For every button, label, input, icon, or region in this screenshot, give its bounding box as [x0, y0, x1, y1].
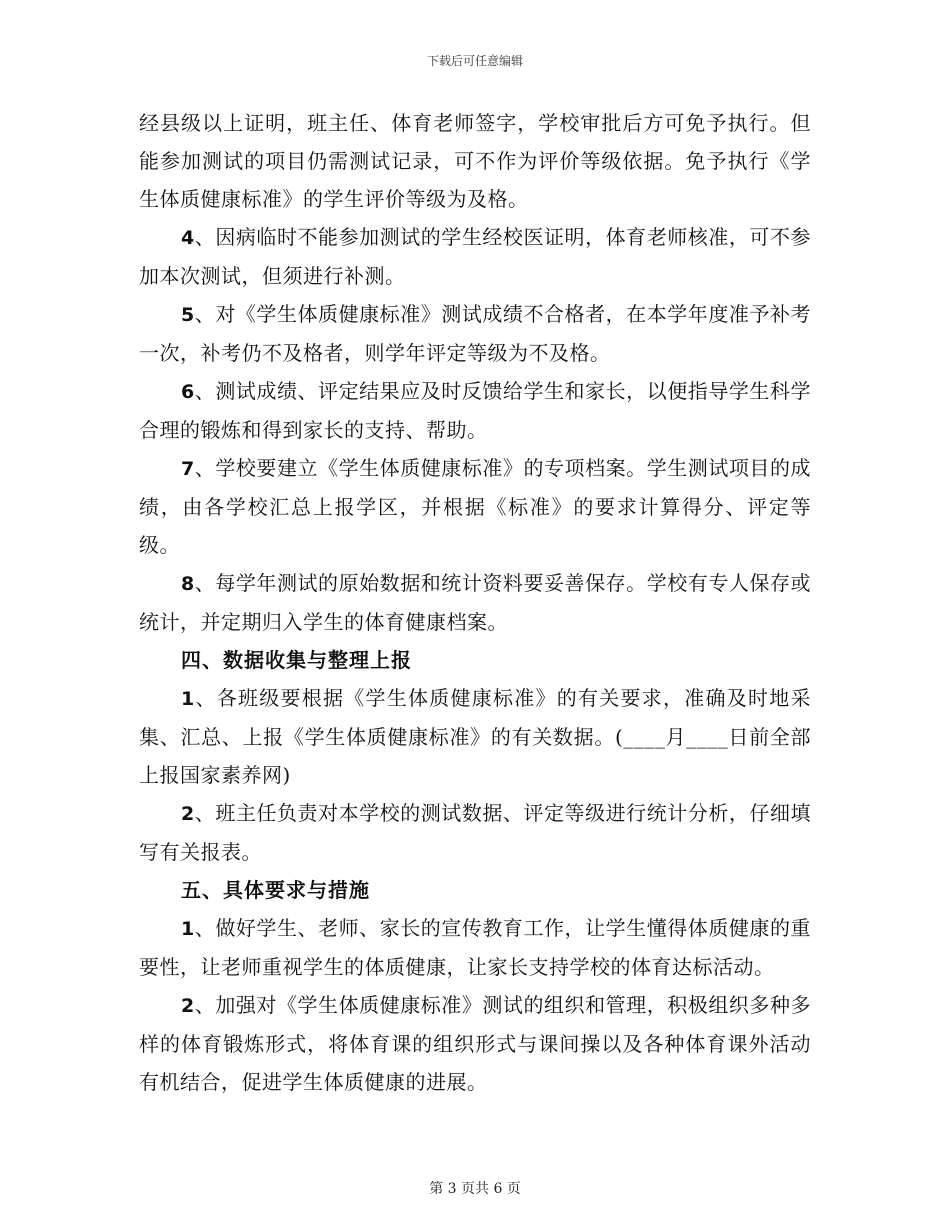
item-text: 、测试成绩、评定结果应及时反馈给学生和家长，以便指导学生科学合理的锻炼和得到家长的支持、帮助。 [139, 379, 811, 442]
list-item-5 [139, 295, 811, 372]
item-text: 、各班级要根据《学生体质健康标准》的有关要求，准确及时地采集、汇总、上报《学生体质健康标准》的有关数据。(____月____日前全部上报国家素养网) [139, 686, 811, 787]
list-item-7 [139, 449, 811, 564]
item-text: 、班主任负责对本学校的测试数据、评定等级进行统计分析，仔细填写有关报表。 [139, 801, 811, 864]
section5-item-1 [139, 909, 811, 986]
item-text: 、学校要建立《学生体质健康标准》的专项档案。学生测试项目的成绩，由各学校汇总上报学区，并根据《标准》的要求计算得分、评定等级。 [139, 456, 811, 557]
section5-item-2 [139, 986, 811, 1101]
item-number: 2 [181, 995, 195, 1017]
paragraph-continued: 经县级以上证明，班主任、体育老师签字，学校审批后方可免予执行。但能参加测试的项目仍需测试记录，可不作为评价等级依据。免予执行《学生体质健康标准》的学生评价等级为及格。 [139, 111, 811, 211]
item-number: 4 [181, 227, 195, 249]
section-heading-4: 四、数据收集与整理上报 [181, 648, 412, 672]
item-text: 、对《学生体质健康标准》测试成绩不合格者，在本学年度准予补考一次，补考仍不及格者，则学年评定等级为不及格。 [139, 302, 811, 365]
item-number: 1 [181, 918, 195, 940]
item-text: 、每学年测试的原始数据和统计资料要妥善保存。学校有专人保存或统计，并定期归入学生的体育健康档案。 [139, 571, 811, 634]
section4-item-1 [139, 679, 811, 794]
item-number: 8 [181, 573, 195, 595]
item-number: 2 [181, 803, 195, 825]
item-text: 、加强对《学生体质健康标准》测试的组织和管理，积极组织多种多样的体育锻炼形式，将体育课的组织形式与课间操以及各种体育课外活动有机结合，促进学生体质健康的进展。 [139, 993, 811, 1094]
list-item-6 [139, 372, 811, 449]
page-footer: 第 3 页共 6 页 [429, 1181, 521, 1197]
section-heading-5: 五、具体要求与措施 [181, 878, 370, 902]
item-number: 7 [181, 458, 195, 480]
section4-item-2 [139, 794, 811, 871]
list-item-8 [139, 564, 811, 641]
item-text: 、做好学生、老师、家长的宣传教育工作，让学生懂得体质健康的重要性，让老师重视学生的体质健康，让家长支持学校的体育达标活动。 [139, 916, 811, 979]
page-header: 下载后可任意编辑 [426, 54, 523, 68]
item-number: 5 [181, 304, 195, 326]
item-number: 1 [181, 688, 195, 710]
item-text: 、因病临时不能参加测试的学生经校医证明，体育老师核准，可不参加本次测试，但须进行补测。 [139, 225, 811, 288]
item-number: 6 [181, 381, 195, 403]
list-item-4 [139, 218, 811, 295]
document-body [139, 104, 811, 1101]
